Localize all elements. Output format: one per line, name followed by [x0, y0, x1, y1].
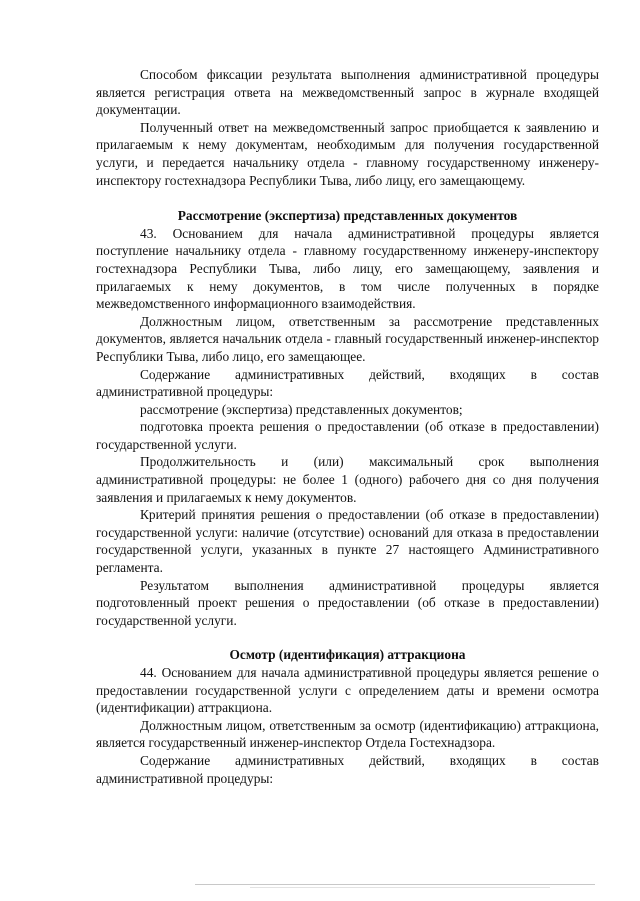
paragraph: Критерий принятия решения о предоставлении (об отказе в предоставлении) государственной услуги: наличие (отсутствие) оснований для отказа в предоставлении государственной услуги, указанных в пункте 27 настоящего Административного регламента.: [96, 507, 599, 576]
paragraph: Продолжительность и (или) максимальный срок выполнения административной процедуры: не более 1 (одного) рабочего дня со дня получения заявления и прилагаемых к нему документов.: [96, 454, 599, 505]
paragraph: Должностным лицом, ответственным за рассмотрение представленных документов, является начальник отдела - главный государственный инженер-инспектор Республики Тыва, либо лицо, его замещающее.: [96, 313, 599, 364]
paragraph: Должностным лицом, ответственным за осмотр (идентификацию) аттракциона, является государственный инженер-инспектор Отдела Гостехнадзора.: [96, 717, 599, 751]
paragraph: 44. Основанием для начала административной процедуры является решение о предоставлении государственной услуги с определением даты и времени осмотра (идентификации) аттракциона.: [96, 665, 599, 716]
paragraph: Результатом выполнения административной процедуры является подготовленный проект решения о предоставлении (об отказе в предоставлении) государственной услуги.: [96, 577, 599, 628]
document-page: [96, 66, 599, 787]
paragraph: Полученный ответ на межведомственный запрос приобщается к заявлению и прилагаемым к нему документам, необходимым для получения государственной услуги, и передается начальнику отдела - главному государственному инженеру-инспектору гостехнадзора Республики Тыва, либо лицу, его замещающему.: [96, 119, 599, 188]
scan-edge-line: [195, 884, 595, 885]
paragraph: Содержание административных действий, входящих в состав административной процедуры:: [96, 752, 599, 786]
paragraph: Содержание административных действий, входящих в состав административной процедуры:: [96, 366, 599, 400]
spacer: [96, 629, 599, 646]
paragraph: 43. Основанием для начала административной процедуры является поступление начальнику отдела - главному государственному инженеру-инспектору гостехнадзора Республики Тыва, либо лицу, его замещающему, заявления и прилагаемых к нему документов, в том числе полученных в порядке межведомственного информационного взаимодействия.: [96, 225, 599, 312]
scan-edge-line: [250, 887, 550, 888]
spacer: [96, 189, 599, 207]
section-heading-review: Рассмотрение (экспертиза) представленных документов: [177, 208, 518, 224]
section-heading-inspection: Осмотр (идентификация) аттракциона: [229, 647, 466, 663]
paragraph: Способом фиксации результата выполнения административной процедуры является регистрация ответа на межведомственный запрос в журнале входящей документации.: [96, 67, 599, 118]
paragraph: подготовка проекта решения о предоставлении (об отказе в предоставлении) государственной услуги.: [96, 419, 599, 452]
paragraph: рассмотрение (экспертиза) представленных документов;: [140, 401, 463, 417]
